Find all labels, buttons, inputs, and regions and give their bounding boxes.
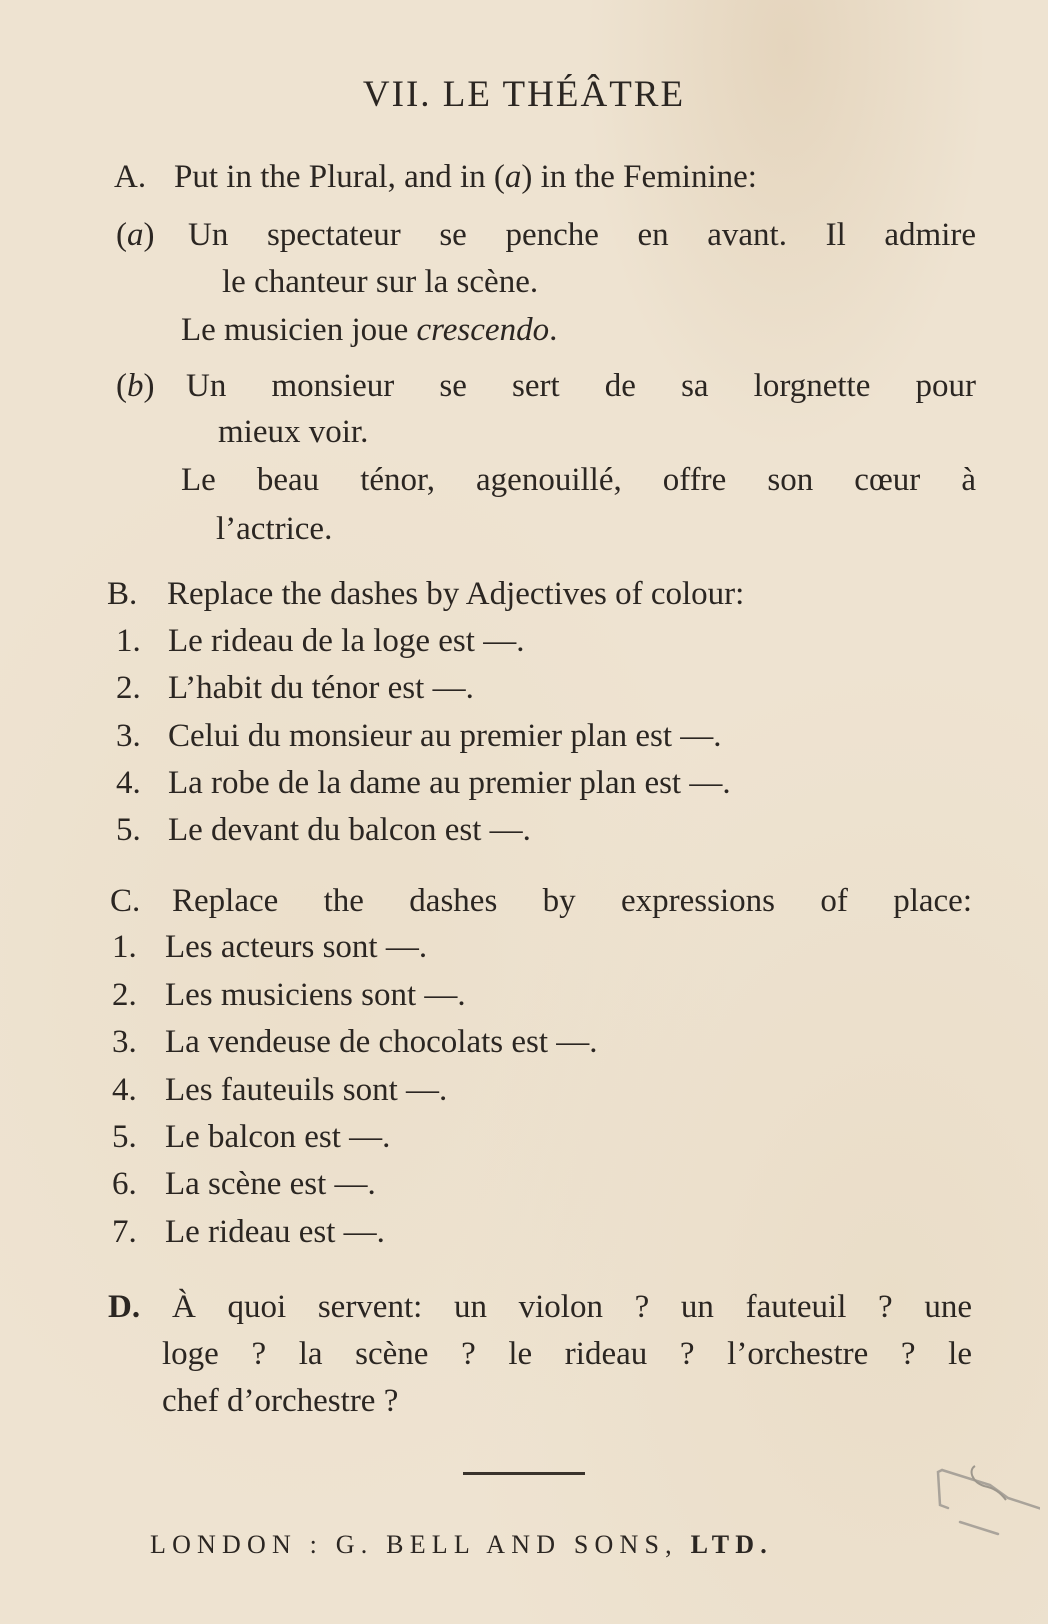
item-text: Le balcon est —. (165, 1119, 391, 1155)
publisher-imprint (150, 1530, 895, 1560)
item-number: 5. (116, 812, 141, 848)
section-b-heading (107, 574, 744, 614)
part-a-line-1 (116, 215, 976, 255)
item-number: 4. (112, 1072, 137, 1108)
item-number: 5. (112, 1119, 137, 1155)
exercise-item (112, 1164, 376, 1204)
item-text: Le rideau est —. (165, 1214, 385, 1250)
item-number: 2. (116, 670, 141, 706)
item-number: 6. (112, 1166, 137, 1202)
pencil-mark-icon (920, 1430, 1040, 1540)
exercise-item (116, 716, 722, 756)
item-text: La vendeuse de chocolats est —. (165, 1024, 598, 1060)
section-instruction: Replace the dashes by Adjectives of colour: (167, 576, 745, 612)
item-number: 3. (116, 718, 141, 754)
item-text: La robe de la dame au premier plan est —. (168, 765, 731, 801)
exercise-item (116, 668, 474, 708)
publisher-main: LONDON : G. BELL AND SONS, (150, 1530, 691, 1559)
part-b-line-3: Le beau ténor, agenouillé, offre son cœur à (181, 462, 976, 498)
exercise-item (116, 621, 524, 661)
item-text: Les fauteuils sont —. (165, 1072, 448, 1108)
part-a-line-2: le chanteur sur la scène. (222, 264, 539, 300)
item-text: Les acteurs sont —. (165, 929, 428, 965)
exercise-item (116, 763, 731, 803)
section-d-text: À quoi servent: un violon ? un fauteuil ? une (172, 1289, 972, 1325)
section-instruction: Replace the dashes by expressions of place: (172, 883, 972, 919)
section-instruction-em: a (504, 159, 522, 195)
section-label: A. (114, 159, 147, 195)
exercise-text: Un monsieur se sert de sa lorgnette pour (186, 368, 976, 404)
publisher-ltd: LTD. (690, 1530, 773, 1559)
exercise-item (112, 1070, 447, 1110)
item-text: Celui du monsieur au premier plan est —. (168, 718, 722, 754)
item-number: 7. (112, 1214, 137, 1250)
exercise-item (112, 1212, 385, 1252)
section-instruction-post: ) in the Feminine: (521, 159, 757, 195)
item-text: La scène est —. (165, 1166, 376, 1202)
item-number: 3. (112, 1024, 137, 1060)
item-number: 1. (112, 929, 137, 965)
item-text: L’habit du ténor est —. (168, 670, 474, 706)
exercise-item (112, 975, 466, 1015)
item-number: 2. (112, 977, 137, 1013)
item-text: Le rideau de la loge est —. (168, 623, 525, 659)
horizontal-rule (463, 1472, 585, 1475)
section-d-line-1 (108, 1287, 972, 1327)
chapter-title: VII. LE THÉÂTRE (362, 74, 686, 115)
section-instruction-pre: Put in the Plural, and in ( (174, 159, 505, 195)
section-a-heading (114, 157, 757, 197)
section-label: D. (108, 1289, 141, 1325)
item-text: Le devant du balcon est —. (168, 812, 531, 848)
part-b-line-4: l’actrice. (216, 511, 333, 547)
item-number: 1. (116, 623, 141, 659)
section-d-line-2: loge ? la scène ? le rideau ? l’orchestre ? le (162, 1336, 972, 1372)
section-c-heading (110, 881, 972, 921)
exercise-item (112, 1117, 390, 1157)
exercise-item (112, 1022, 598, 1062)
item-number: 4. (116, 765, 141, 801)
part-b-line-2: mieux voir. (218, 414, 369, 450)
part-b-line-1 (116, 366, 976, 406)
section-label: C. (110, 883, 141, 919)
section-d-line-3: chef d’orchestre ? (162, 1383, 399, 1419)
exercise-text: Un spectateur se penche en avant. Il admire (188, 217, 976, 253)
part-a-line-3: Le musicien joue crescendo. (181, 312, 558, 348)
section-label: B. (107, 576, 138, 612)
exercise-item (112, 927, 427, 967)
part-label: (a) (116, 217, 155, 253)
part-label: (b) (116, 368, 155, 404)
item-text: Les musiciens sont —. (165, 977, 466, 1013)
exercise-item (116, 810, 531, 850)
